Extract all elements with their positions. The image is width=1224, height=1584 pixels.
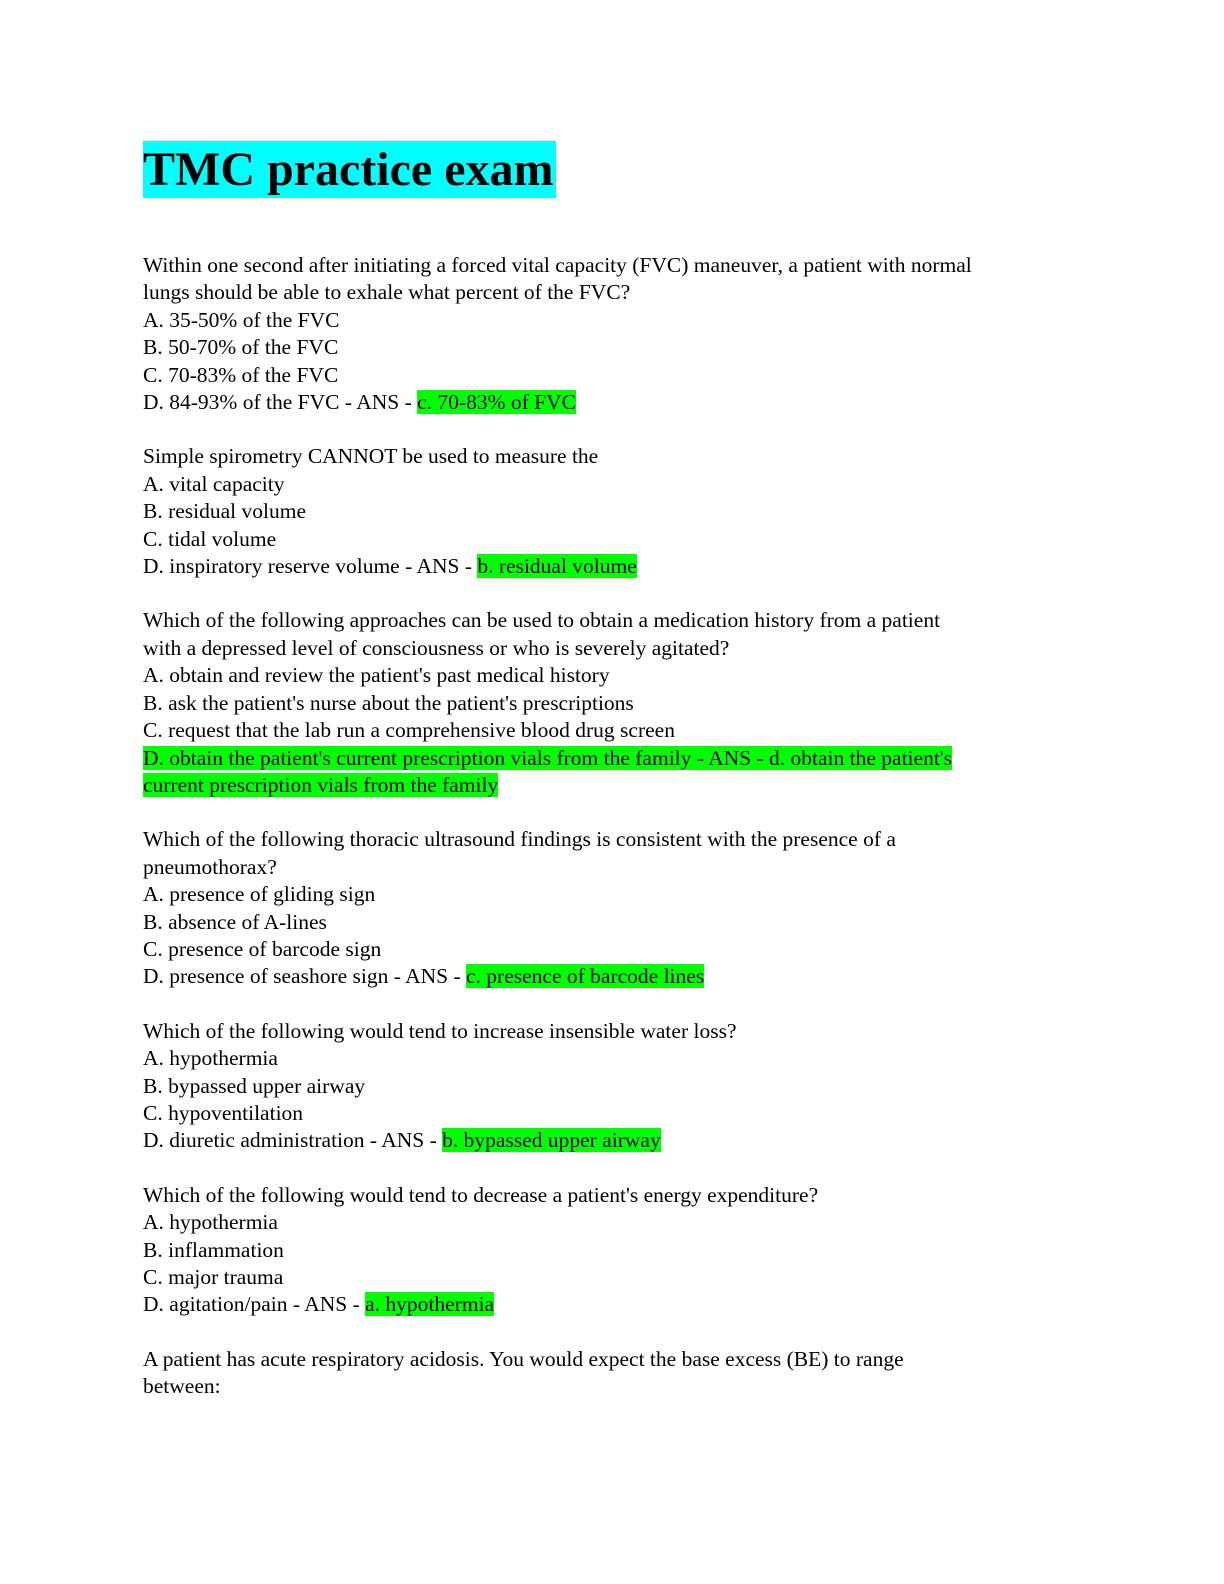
question-stem: Which of the following would tend to decrease a patient's energy expenditure? <box>143 1182 819 1207</box>
option-c: C. presence of barcode sign <box>143 936 382 961</box>
document-page <box>143 141 1083 1401</box>
option-d <box>143 389 1083 416</box>
question-7 <box>143 1346 1083 1401</box>
option-b: B. ask the patient's nurse about the patient's prescriptions <box>143 690 634 715</box>
question-stem: pneumothorax? <box>143 854 277 879</box>
option-d <box>143 1127 1083 1154</box>
question-3 <box>143 607 1083 799</box>
option-d <box>143 963 1083 990</box>
question-stem: lungs should be able to exhale what percent of the FVC? <box>143 280 631 305</box>
option-d-text: D. 84-93% of the FVC - ANS - <box>143 390 418 415</box>
option-a: A. obtain and review the patient's past medical history <box>143 663 610 688</box>
option-a: A. hypothermia <box>143 1210 278 1235</box>
option-c: C. request that the lab run a comprehensive blood drug screen <box>143 718 675 743</box>
question-stem: with a depressed level of consciousness or who is severely agitated? <box>143 635 730 660</box>
question-5 <box>143 1018 1083 1155</box>
option-d-text: D. agitation/pain - ANS - <box>143 1292 366 1317</box>
answer-highlight: b. residual volume <box>477 554 637 579</box>
question-stem: Simple spirometry CANNOT be used to measure the <box>143 444 599 469</box>
question-stem: between: <box>143 1374 221 1399</box>
answer-highlight: a. hypothermia <box>365 1292 495 1317</box>
option-a: A. hypothermia <box>143 1046 278 1071</box>
option-c: C. 70-83% of the FVC <box>143 362 339 387</box>
option-b: B. absence of A-lines <box>143 909 327 934</box>
answer-highlight: b. bypassed upper airway <box>442 1128 661 1153</box>
answer-continuation <box>143 772 1083 799</box>
answer-highlight: D. obtain the patient's current prescription vials from the family - ANS - d. obtain the patient's <box>143 745 953 770</box>
page-title: TMC practice exam <box>143 143 554 196</box>
option-c: C. hypoventilation <box>143 1100 304 1125</box>
question-stem: Within one second after initiating a forced vital capacity (FVC) maneuver, a patient with normal <box>143 253 972 277</box>
answer-highlight: c. 70-83% of FVC <box>417 390 576 415</box>
question-stem: Which of the following would tend to increase insensible water loss? <box>143 1018 737 1043</box>
option-d-text: D. diuretic administration - ANS - <box>143 1128 443 1153</box>
question-stem: Which of the following thoracic ultrasound findings is consistent with the presence of a <box>143 827 896 852</box>
option-c: C. tidal volume <box>143 526 277 551</box>
question-4 <box>143 826 1083 990</box>
question-6 <box>143 1182 1083 1319</box>
question-1 <box>143 252 1083 416</box>
question-stem: A patient has acute respiratory acidosis. You would expect the base excess (BE) to range <box>143 1346 904 1371</box>
answer-highlight: current prescription vials from the family <box>143 772 499 797</box>
option-d-with-answer <box>143 745 1083 772</box>
option-c: C. major trauma <box>143 1265 284 1289</box>
option-b: B. residual volume <box>143 499 307 524</box>
option-a: A. presence of gliding sign <box>143 882 376 907</box>
option-b: B. inflammation <box>143 1237 284 1262</box>
option-d-text: D. inspiratory reserve volume - ANS - <box>143 554 478 579</box>
option-d-text: D. presence of seashore sign - ANS - <box>143 964 467 989</box>
question-2 <box>143 443 1083 580</box>
option-a: A. 35-50% of the FVC <box>143 307 340 332</box>
option-d <box>143 553 1083 580</box>
option-d <box>143 1291 1083 1318</box>
answer-highlight: c. presence of barcode lines <box>466 964 705 989</box>
option-a: A. vital capacity <box>143 471 285 496</box>
question-stem: Which of the following approaches can be used to obtain a medication history from a patient <box>143 608 941 633</box>
option-b: B. bypassed upper airway <box>143 1073 366 1098</box>
option-b: B. 50-70% of the FVC <box>143 335 339 360</box>
